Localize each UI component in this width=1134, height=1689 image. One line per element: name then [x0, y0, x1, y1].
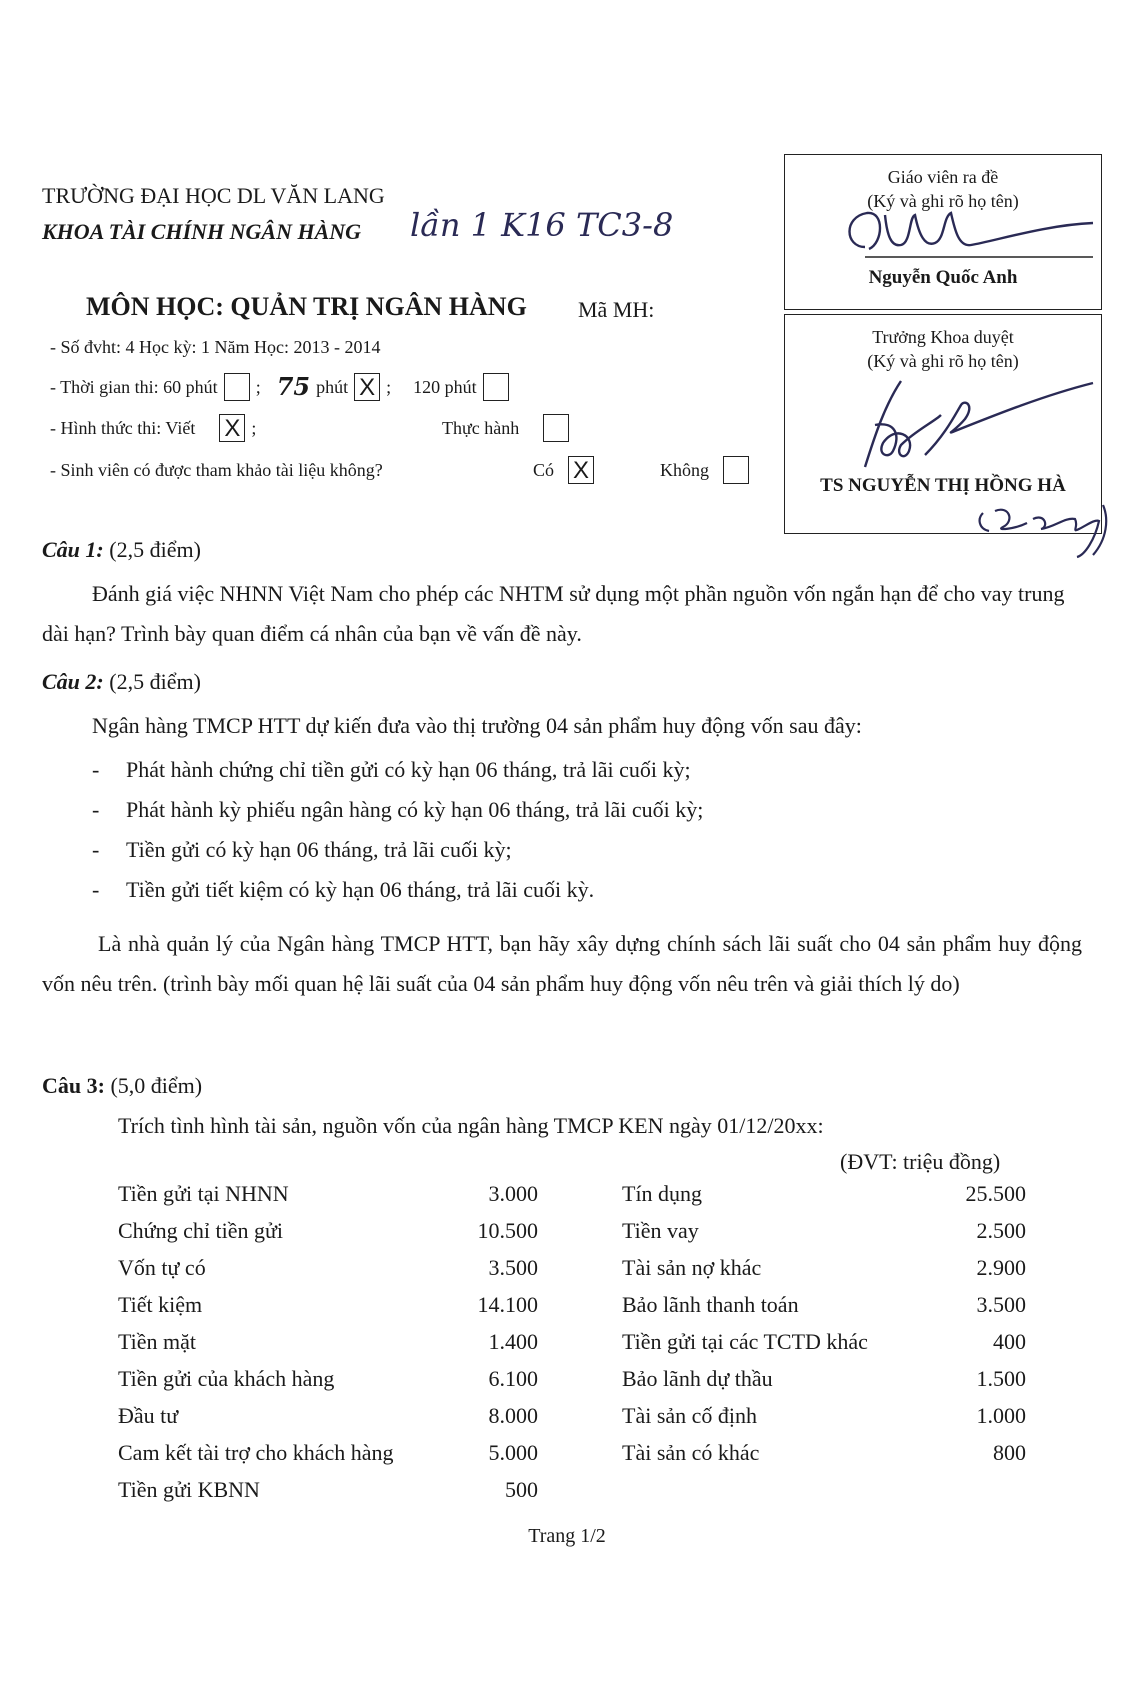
reference-no-group	[660, 456, 749, 484]
table-row	[118, 1323, 538, 1360]
teacher-subtitle: (Ký và ghi rõ họ tên)	[867, 191, 1019, 211]
q2-label: Câu 2:	[42, 669, 104, 694]
table-row	[118, 1434, 538, 1471]
course-code-label: Mã MH:	[578, 297, 655, 322]
time-label: - Thời gian thi: 60 phút	[50, 377, 218, 397]
time-75-handwritten: 75	[276, 372, 311, 401]
table-row	[622, 1212, 1026, 1249]
dean-signature-box	[784, 314, 1102, 534]
q2-points: (2,5 điểm)	[109, 669, 201, 694]
table-row	[118, 1471, 538, 1508]
list-bullet: -	[92, 877, 100, 902]
row-value: 6.100	[488, 1366, 538, 1391]
form-label: - Hình thức thi: Viết	[50, 418, 196, 438]
list-item	[92, 790, 1052, 830]
table-row	[622, 1434, 1026, 1471]
reference-no-checkbox[interactable]	[723, 456, 749, 484]
row-label: Bảo lãnh dự thầu	[622, 1366, 773, 1391]
row-label: Tiền mặt	[118, 1329, 197, 1354]
row-label: Tiền gửi của khách hàng	[118, 1366, 335, 1391]
q1-label: Câu 1:	[42, 537, 104, 562]
q2-item: Phát hành kỳ phiếu ngân hàng có kỳ hạn 06 tháng, trả lãi cuối kỳ;	[126, 797, 704, 822]
q3-label: Câu 3:	[42, 1073, 105, 1098]
q2-item-list	[92, 750, 1052, 910]
row-label: Tiền vay	[622, 1218, 699, 1243]
row-value: 5.000	[488, 1440, 538, 1465]
form-practice-label: Thực hành	[442, 418, 520, 438]
form-practice-group	[442, 414, 569, 442]
q3-intro: Trích tình hình tài sản, nguồn vốn của ngân hàng TMCP KEN ngày 01/12/20xx:	[118, 1113, 824, 1138]
row-label: Chứng chỉ tiền gửi	[118, 1218, 283, 1243]
row-value: 3.500	[976, 1292, 1026, 1317]
form-written-checkbox[interactable]: X	[219, 414, 245, 442]
q3-heading	[42, 1072, 202, 1100]
table-row	[118, 1286, 538, 1323]
reference-question: - Sinh viên có được tham khảo tài liệu không?	[50, 460, 383, 480]
table-row	[622, 1360, 1026, 1397]
balance-table-right	[622, 1175, 1026, 1471]
row-label: Tiền gửi tại các TCTD khác	[622, 1329, 868, 1354]
row-label: Tài sản cố định	[622, 1403, 758, 1428]
form-practice-checkbox[interactable]	[543, 414, 569, 442]
dean-title: Trưởng Khoa duyệt	[872, 327, 1014, 347]
row-label: Tiền gửi KBNN	[118, 1477, 260, 1502]
table-row	[622, 1249, 1026, 1286]
balance-table-left	[118, 1175, 538, 1508]
teacher-title: Giáo viên ra đề	[887, 167, 999, 187]
dean-subtitle: (Ký và ghi rõ họ tên)	[867, 351, 1019, 371]
q3-points: (5,0 điểm)	[110, 1073, 203, 1098]
row-label: Tài sản có khác	[622, 1440, 760, 1465]
dean-name: TS NGUYỄN THỊ HỒNG HÀ	[820, 475, 1066, 496]
row-label: Vốn tự có	[118, 1255, 206, 1280]
reference-yes-checkbox[interactable]: X	[568, 456, 594, 484]
school-name: TRƯỜNG ĐẠI HỌC DL VĂN LANG	[42, 183, 385, 208]
q2-item: Phát hành chứng chỉ tiền gửi có kỳ hạn 06 tháng, trả lãi cuối kỳ;	[126, 757, 691, 782]
row-value: 1.500	[976, 1366, 1026, 1391]
row-value: 14.100	[477, 1292, 538, 1317]
reference-yes-label: Có	[533, 460, 555, 480]
row-label: Tiền gửi tại NHNN	[118, 1181, 289, 1206]
q2-heading	[42, 668, 201, 696]
table-row	[622, 1286, 1026, 1323]
row-value: 25.500	[965, 1181, 1026, 1206]
course-title: MÔN HỌC: QUẢN TRỊ NGÂN HÀNG	[86, 292, 527, 321]
row-label: Tài sản nợ khác	[622, 1255, 762, 1280]
reference-yes-group	[533, 456, 594, 484]
row-value: 2.900	[976, 1255, 1026, 1280]
time-120-checkbox[interactable]	[483, 373, 509, 401]
page-number: Trang 1/2	[528, 1525, 606, 1547]
teacher-name: Nguyễn Quốc Anh	[868, 267, 1018, 288]
q2-item: Tiền gửi tiết kiệm có kỳ hạn 06 tháng, trả lãi cuối kỳ.	[126, 877, 595, 902]
row-label: Cam kết tài trợ cho khách hàng	[118, 1440, 394, 1465]
row-value: 400	[993, 1329, 1026, 1354]
time-sep-1: ;	[255, 377, 261, 397]
list-bullet: -	[92, 837, 100, 862]
row-value: 3.500	[488, 1255, 538, 1280]
table-row	[622, 1323, 1026, 1360]
row-value: 10.500	[477, 1218, 538, 1243]
form-sep: ;	[251, 418, 257, 438]
list-item	[92, 750, 1052, 790]
handwritten-note: lần 1 K16 TC3-8	[410, 206, 674, 244]
q1-text: Đánh giá việc NHNN Việt Nam cho phép các NHTM sử dụng một phần nguồn vốn ngắn hạn để cho vay trung dài hạn? Trình bày quan điểm cá nhân của bạn về vấn đề này.	[42, 581, 1065, 646]
time-120-label: 120 phút	[413, 377, 477, 397]
time-75-checkbox[interactable]: X	[354, 373, 380, 401]
credits-line: - Số đvht: 4 Học kỳ: 1 Năm Học: 2013 - 2014	[50, 337, 381, 357]
exam-time-line	[50, 373, 509, 401]
q3-unit: (ĐVT: triệu đồng)	[840, 1149, 1001, 1174]
table-row	[118, 1397, 538, 1434]
teacher-signature-icon	[825, 195, 1095, 259]
dean-signature-icon	[805, 375, 1095, 475]
time-60-checkbox[interactable]	[224, 373, 250, 401]
dean-handwritten-mark-icon	[975, 499, 1111, 559]
exam-form-line	[50, 414, 256, 442]
row-value: 1.000	[976, 1403, 1026, 1428]
row-value: 500	[505, 1477, 538, 1502]
list-item	[92, 870, 1052, 910]
q1-heading	[42, 536, 201, 564]
q1-points: (2,5 điểm)	[109, 537, 201, 562]
q2-text: Là nhà quản lý của Ngân hàng TMCP HTT, bạn hãy xây dựng chính sách lãi suất cho 04 sản phẩm huy động vốn nêu trên. (trình bày mối quan hệ lãi suất của 04 sản phẩm huy động vốn nêu trên và giải thích lý do)	[42, 931, 1082, 996]
table-row	[118, 1175, 538, 1212]
row-label: Tiết kiệm	[118, 1292, 203, 1317]
q2-item: Tiền gửi có kỳ hạn 06 tháng, trả lãi cuối kỳ;	[126, 837, 512, 862]
list-item	[92, 830, 1052, 870]
table-row	[622, 1397, 1026, 1434]
row-label: Bảo lãnh thanh toán	[622, 1292, 799, 1317]
table-row	[118, 1212, 538, 1249]
row-value: 8.000	[488, 1403, 538, 1428]
list-bullet: -	[92, 757, 100, 782]
list-bullet: -	[92, 797, 100, 822]
row-value: 3.000	[488, 1181, 538, 1206]
row-value: 1.400	[488, 1329, 538, 1354]
table-row	[118, 1360, 538, 1397]
row-label: Tín dụng	[622, 1181, 703, 1206]
q2-intro: Ngân hàng TMCP HTT dự kiến đưa vào thị trường 04 sản phẩm huy động vốn sau đây:	[92, 713, 862, 738]
table-row	[118, 1249, 538, 1286]
table-row	[622, 1175, 1026, 1212]
reference-no-label: Không	[660, 460, 709, 480]
teacher-signature-box	[784, 154, 1102, 310]
faculty-name: KHOA TÀI CHÍNH NGÂN HÀNG	[42, 219, 362, 244]
row-label: Đầu tư	[118, 1403, 179, 1428]
row-value: 800	[993, 1440, 1026, 1465]
time-sep-2: ;	[386, 377, 392, 397]
row-value: 2.500	[976, 1218, 1026, 1243]
time-75-label: phút	[316, 377, 349, 397]
